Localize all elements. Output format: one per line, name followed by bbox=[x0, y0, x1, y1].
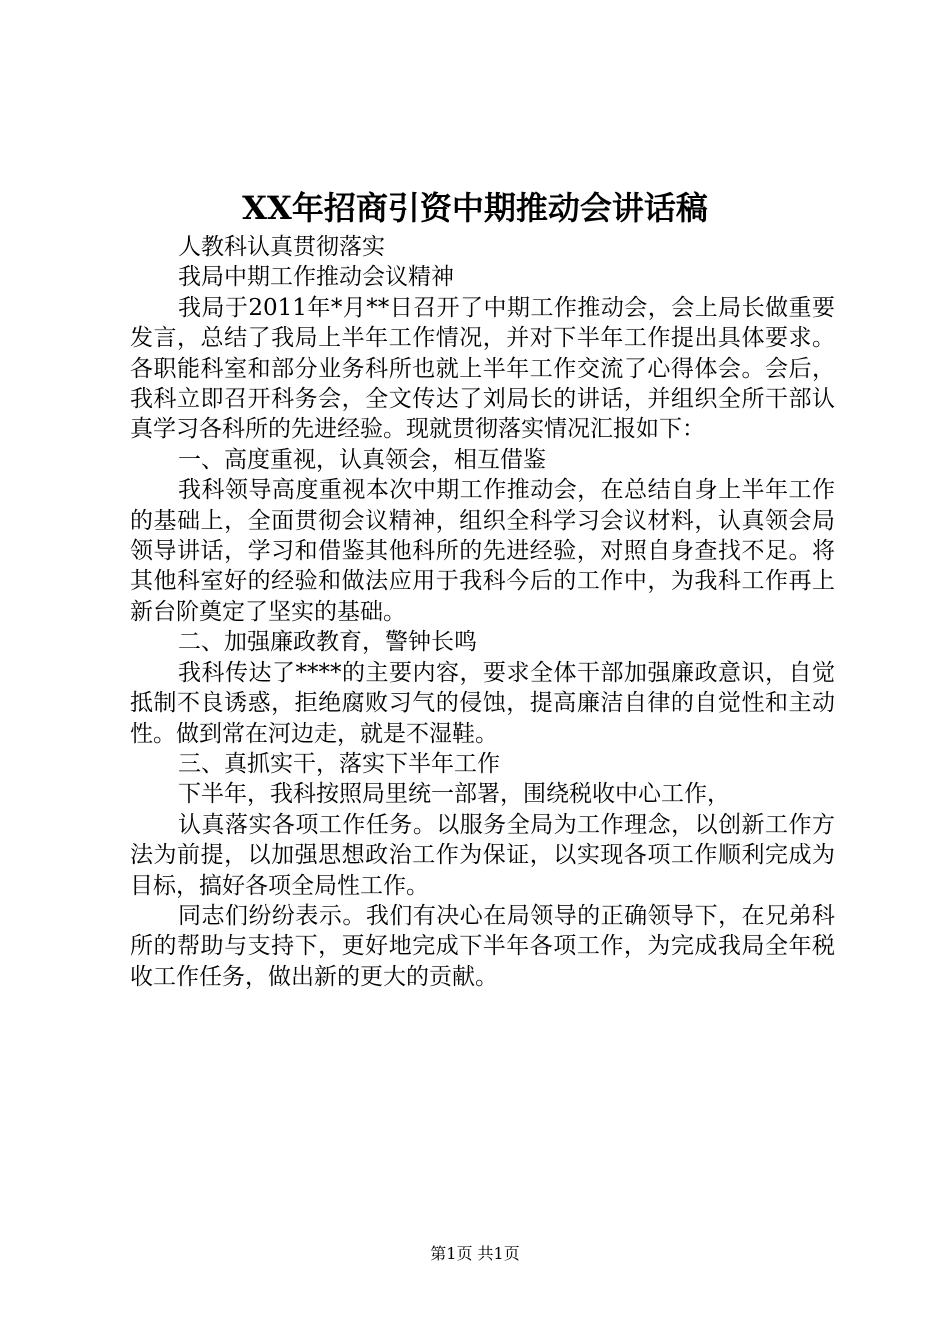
paragraph-3: 我局于2011年*月**日召开了中期工作推动会，会上局长做重要发言，总结了我局上半年工作情况，并对下半年工作提出具体要求。各职能科室和部分业务科所也就上半年工作交流了心得体会。会后，我科立即召开科务会，全文传达了刘局长的讲话，并组织全所干部认真学习各科所的先进经验。现就贯彻落实情况汇报如下： bbox=[130, 294, 835, 443]
section-heading-1: 一、高度重视，认真领会，相互借鉴 bbox=[178, 446, 546, 473]
paragraph-2: 我局中期工作推动会议精神 bbox=[178, 264, 454, 291]
paragraph-7: 认真落实各项工作任务。以服务全局为工作理念，以创新工作方法为前提，以加强思想政治工作为保证，以实现各项工作顺利完成为目标，搞好各项全局性工作。 bbox=[130, 811, 835, 899]
paragraph-5: 我科传达了****的主要内容，要求全体干部加强廉政意识，自觉抵制不良诱惑，拒绝腐败习气的侵蚀，提高廉洁自律的自觉性和主动性。做到常在河边走，就是不湿鞋。 bbox=[130, 659, 835, 747]
paragraph-1: 人教科认真贯彻落实 bbox=[178, 234, 385, 260]
section-heading-3: 三、真抓实干，落实下半年工作 bbox=[178, 750, 500, 777]
paragraph-8: 同志们纷纷表示。我们有决心在局领导的正确领导下，在兄弟科所的帮助与支持下，更好地完成下半年各项工作，为完成我局全年税收工作任务，做出新的更大的贡献。 bbox=[130, 902, 835, 990]
document-title: XX年招商引资中期推动会讲话稿 bbox=[242, 189, 708, 227]
paragraph-6: 下半年，我科按照局里统一部署，围绕税收中心工作， bbox=[178, 781, 730, 808]
document-body bbox=[130, 232, 835, 992]
section-heading-2: 二、加强廉政教育，警钟长鸣 bbox=[178, 629, 477, 656]
paragraph-4: 我科领导高度重视本次中期工作推动会，在总结自身上半年工作的基础上，全面贯彻会议精神，组织全科学习会议材料，认真领会局领导讲话，学习和借鉴其他科所的先进经验，对照自身查找不足。将其他科室好的经验和做法应用于我科今后的工作中，为我科工作再上新台阶奠定了坚实的基础。 bbox=[130, 477, 835, 625]
page-footer: 第1页 共1页 bbox=[430, 1244, 520, 1263]
